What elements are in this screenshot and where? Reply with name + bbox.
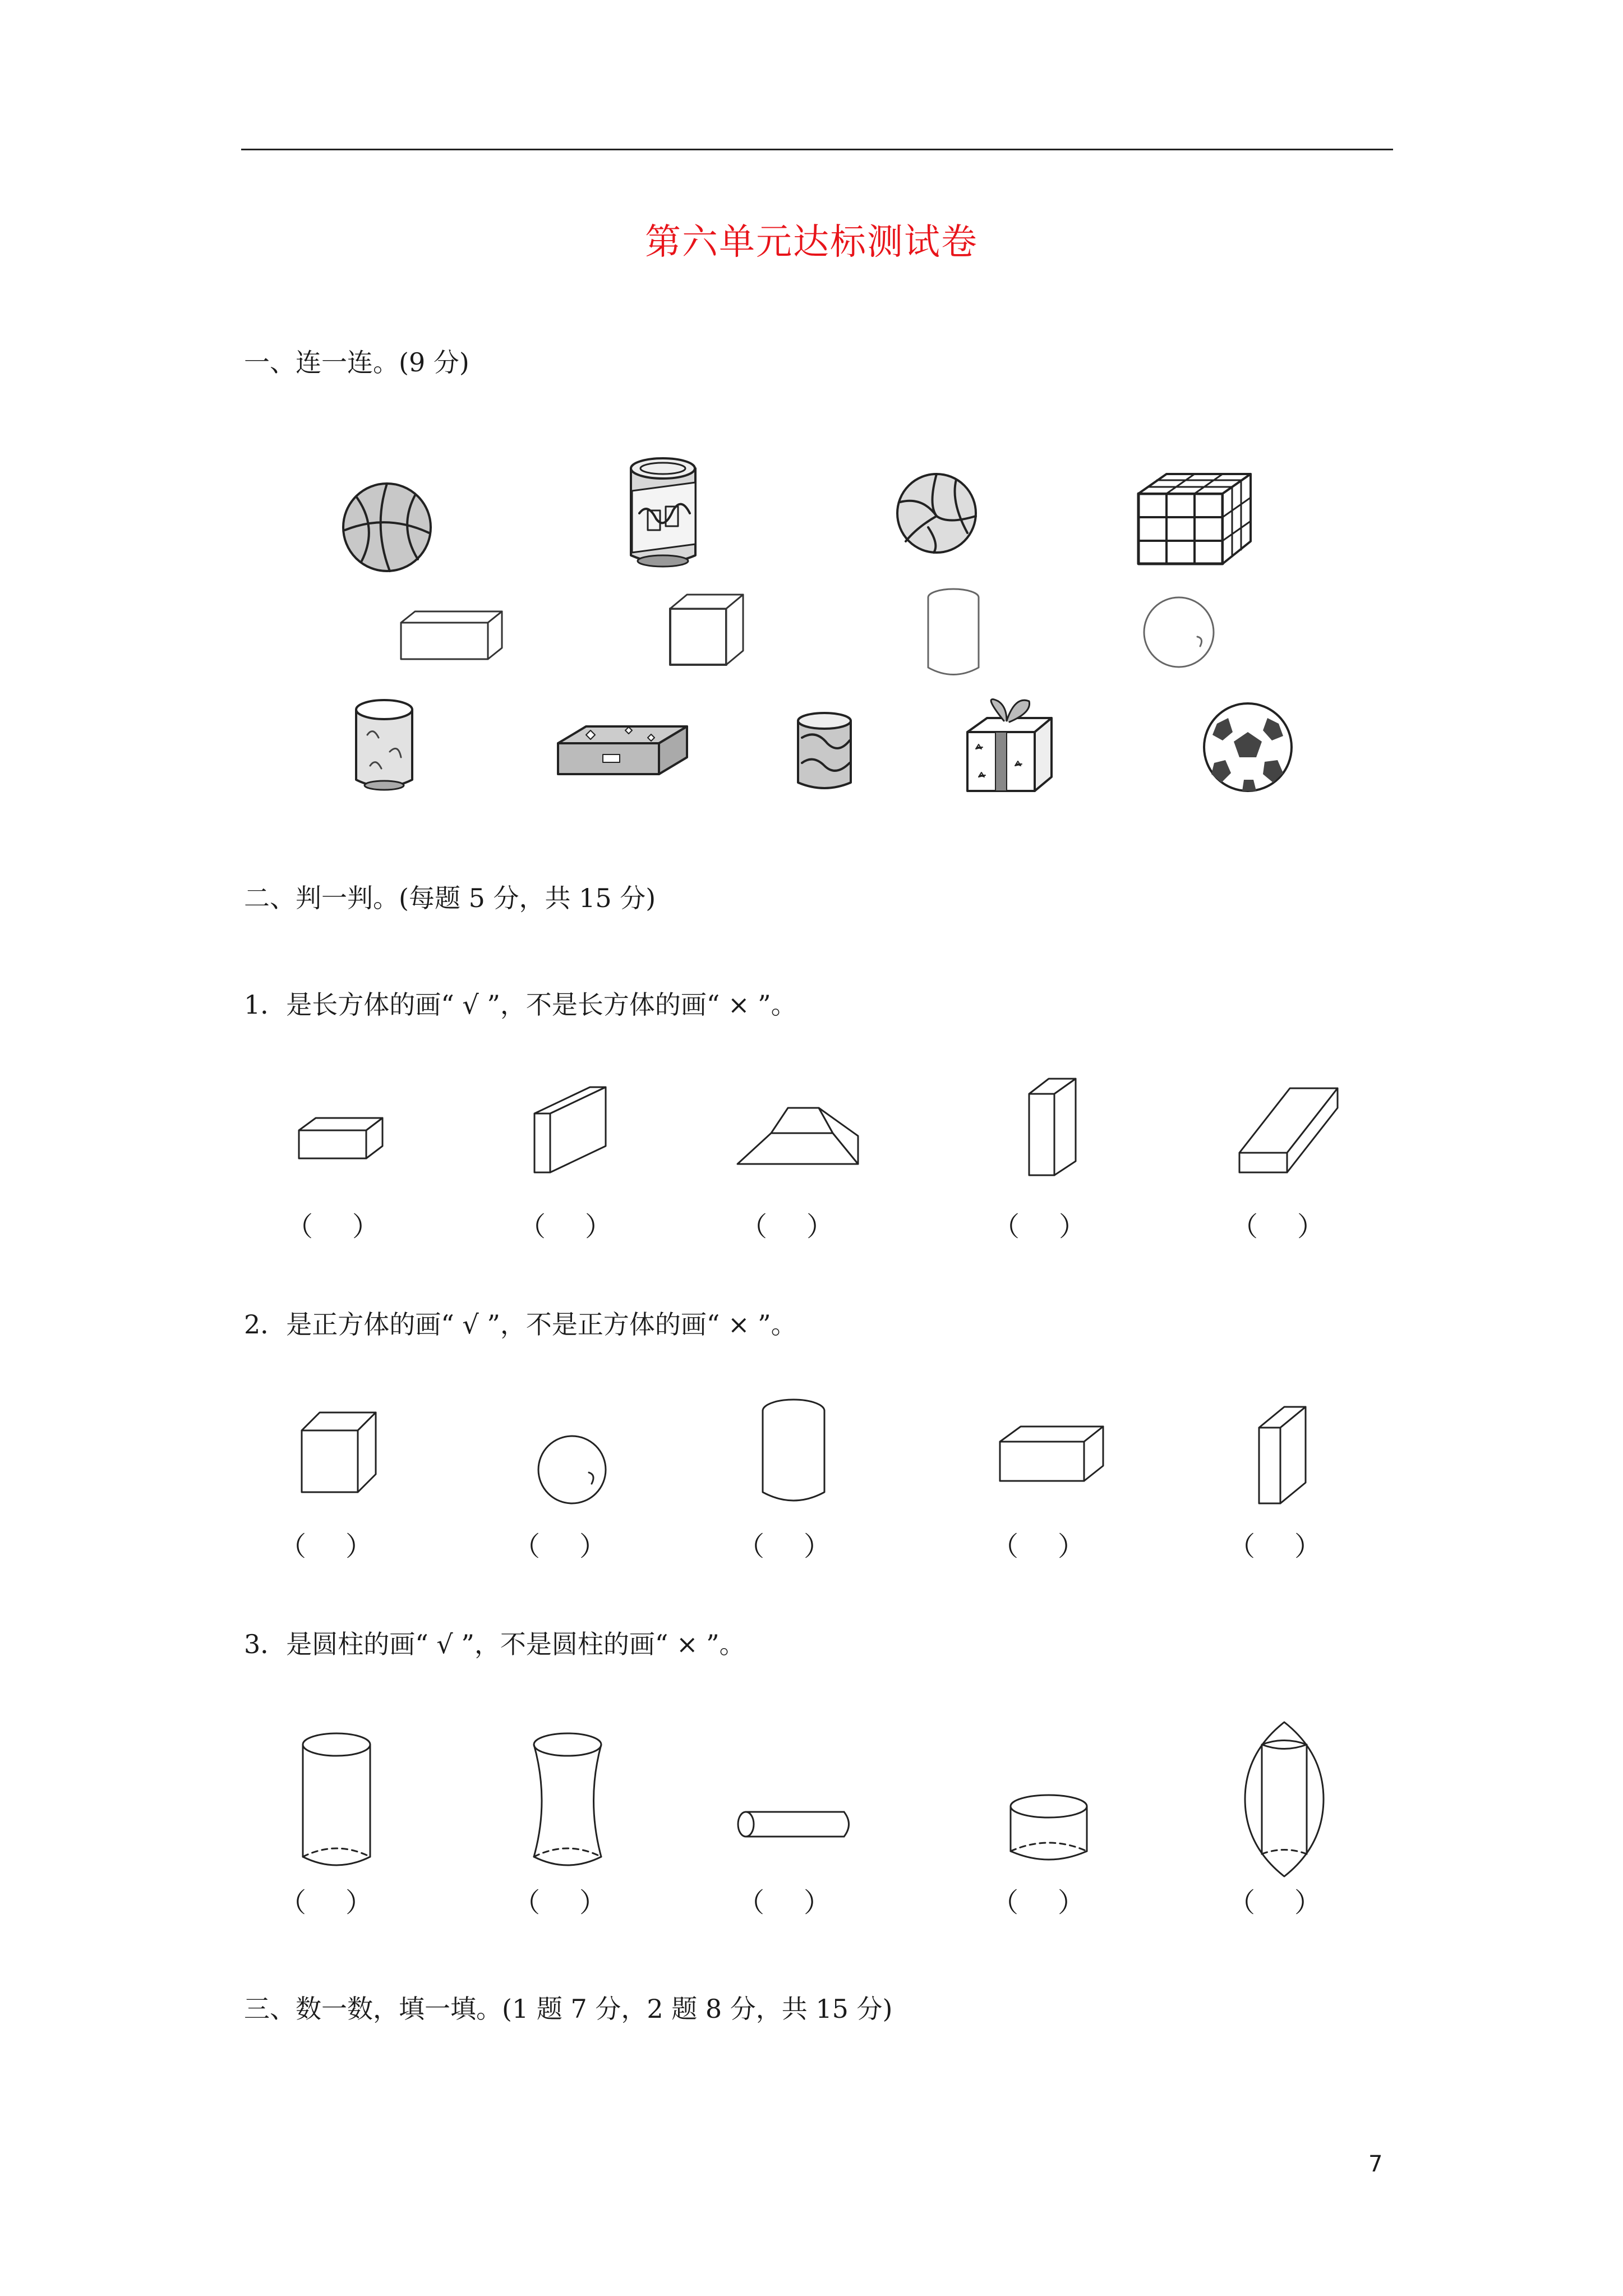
cuboid-shape: [398, 609, 505, 665]
q3-shape-5-barrel: [1242, 1719, 1326, 1879]
pen-holder-image: [351, 696, 418, 794]
q2-answer-1[interactable]: （ ）: [279, 1531, 373, 1562]
q2-shape-3-cylinder: [760, 1397, 827, 1506]
q2-answer-5[interactable]: （ ）: [1228, 1531, 1322, 1562]
q1-answer-2[interactable]: （ ）: [519, 1211, 612, 1243]
q2-shape-2-sphere: [536, 1433, 611, 1509]
q2-answer-4[interactable]: （ ）: [992, 1531, 1085, 1562]
section3-heading: 三、数一数，填一填。(1 题 7 分，2 题 8 分，共 15 分): [244, 1994, 893, 2024]
q1-answer-1[interactable]: （ ）: [286, 1211, 380, 1243]
cube-shape: [667, 592, 746, 670]
section2-heading: 二、判一判。(每题 5 分，共 15 分): [244, 883, 656, 913]
q1-shape-5-cuboid: [1237, 1085, 1340, 1175]
q2-answer-3[interactable]: （ ）: [737, 1531, 831, 1562]
page-title: 第六单元达标测试卷: [645, 222, 978, 263]
q2-shape-1-cube: [300, 1411, 379, 1495]
question-1: 1．是长方体的画“ √ ”，不是长方体的画“ × ”。: [244, 990, 797, 1020]
q2-shape-5-cuboid: [1256, 1405, 1310, 1506]
section1-heading: 一、连一连。(9 分): [244, 347, 469, 378]
q3-shape-4-short-cylinder: [1007, 1792, 1091, 1868]
q3-answer-4[interactable]: （ ）: [992, 1887, 1085, 1918]
pencil-box-image: [552, 718, 693, 785]
q1-shape-4-cuboid: [1026, 1077, 1080, 1178]
q3-answer-2[interactable]: （ ）: [513, 1887, 607, 1918]
q1-shape-3-frustum: [735, 1105, 861, 1167]
rubiks-cube-image: [1136, 471, 1253, 567]
basketball-image: [339, 480, 435, 575]
page-number: 7: [1368, 2151, 1383, 2177]
volleyball-image: [895, 471, 979, 555]
question-2: 2．是正方体的画“ √ ”，不是正方体的画“ × ”。: [244, 1309, 797, 1340]
football-image: [1200, 701, 1295, 794]
q1-shape-1-cuboid: [297, 1116, 384, 1161]
sphere-shape: [1141, 595, 1217, 670]
question-3: 3．是圆柱的画“ √ ”，不是圆柱的画“ × ”。: [244, 1629, 745, 1659]
cylinder-shape: [925, 586, 981, 679]
q2-shape-4-cuboid: [998, 1425, 1105, 1484]
q1-shape-2-cuboid: [533, 1085, 608, 1175]
q3-answer-1[interactable]: （ ）: [279, 1887, 373, 1918]
gift-box-image: [959, 693, 1057, 797]
q3-answer-5[interactable]: （ ）: [1228, 1887, 1322, 1918]
q1-answer-3[interactable]: （ ）: [740, 1211, 834, 1243]
q3-shape-2-concave: [530, 1731, 606, 1874]
q3-shape-3-thin-cylinder: [735, 1809, 855, 1840]
header-rule: [241, 149, 1393, 150]
q3-answer-3[interactable]: （ ）: [737, 1887, 831, 1918]
tin-can-image: [794, 710, 855, 794]
q3-shape-1-cylinder: [300, 1731, 373, 1874]
q1-answer-5[interactable]: （ ）: [1231, 1211, 1325, 1243]
drink-can-image: [625, 452, 701, 572]
q1-answer-4[interactable]: （ ）: [993, 1211, 1086, 1243]
q2-answer-2[interactable]: （ ）: [513, 1531, 607, 1562]
